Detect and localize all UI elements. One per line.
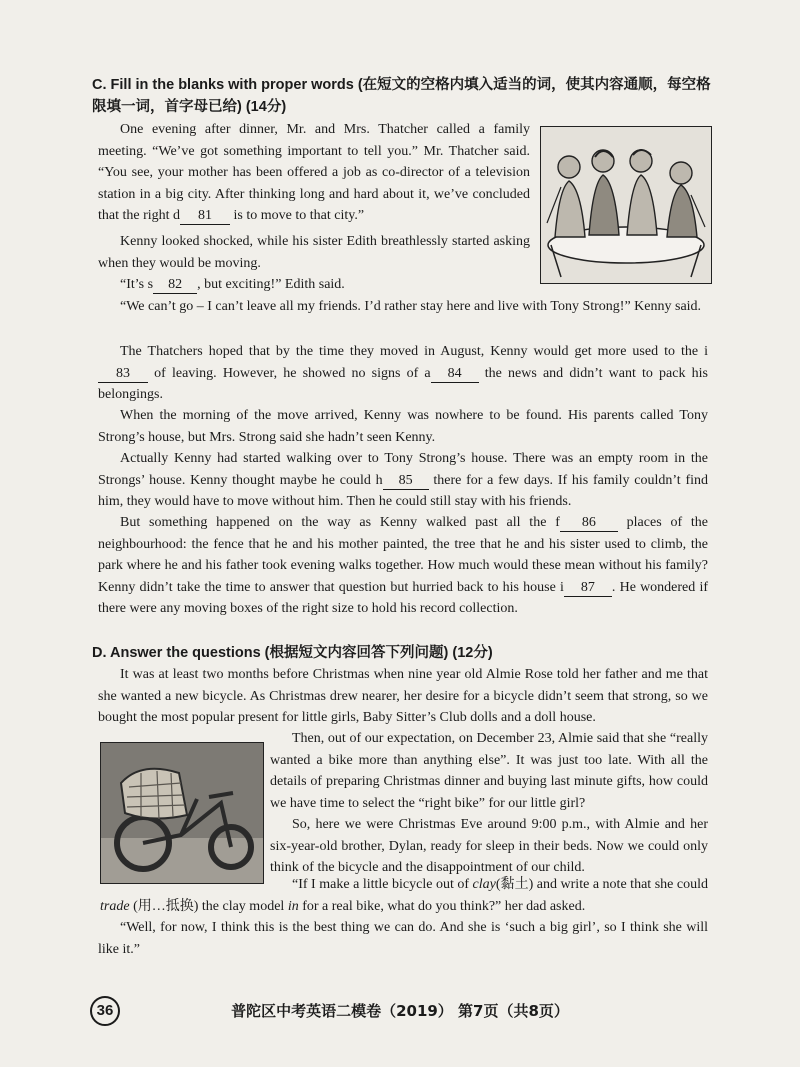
word-clay: clay	[472, 877, 496, 892]
passage-d-paragraph-2: Then, out of our expectation, on December 23, Almie said that she “really wanted a bike more than anything else”. It was just too late. With all the details of preparing Christmas dinner and buying last minute gifts, how could we have time to select the “right bike” for our little girl?	[270, 731, 708, 811]
family-meeting-illustration	[540, 126, 712, 284]
bicycle-drawing	[101, 743, 263, 883]
paragraph-text: But something happened on the way as Kenny walked past all the f	[120, 515, 560, 530]
blank-86[interactable]: 86	[560, 515, 618, 532]
passage-c-paragraph-4: “We can’t go – I can’t leave all my friends. I’d rather stay here and live with Tony Strong!” Kenny said.	[120, 299, 702, 314]
passage-d-paragraph-3: So, here we were Christmas Eve around 9:00 p.m., with Almie and her six-year-old brother, Dylan, ready for sleep in their beds. Now we could only think of the bicycle and the disappointment of our child.	[270, 817, 708, 875]
passage-c-paragraph-8	[98, 512, 708, 620]
paragraph-text: , but exciting!” Edith said.	[197, 277, 345, 292]
paragraph-text: “If I make a little bicycle out of	[292, 877, 473, 892]
paragraph-text: “It’s s	[120, 277, 154, 292]
paragraph-text: Actually Kenny had started walking over to Tony Strong’s house. There was an empty room in the Strongs’ house. Kenny thought maybe he could h	[98, 451, 708, 488]
blank-81[interactable]: 81	[180, 208, 230, 225]
word-trade: trade	[100, 898, 130, 914]
blank-85[interactable]: 85	[383, 473, 429, 490]
blank-83[interactable]: 83	[98, 366, 148, 383]
word-in: in	[287, 898, 299, 914]
paragraph-text: places of the neighbourhood: the fence that he and his mother painted, the tree that he and his sister used to climb, the park where he and his father took evening walks together. How much would these mean without his family? Kenny didn’t take the time to answer that question but hurried back to his house i	[98, 515, 708, 595]
passage-c-paragraph-7	[98, 448, 708, 513]
paragraph-text: . He wondered if there were any moving boxes of the right size to hold his record collection.	[98, 579, 708, 616]
section-d-title: D. Answer the questions (根据短文内容回答下列问题) (12分)	[92, 645, 493, 661]
passage-c-paragraph-5	[98, 341, 708, 406]
paragraph-text: there for a few days. If his family couldn’t find him, they would have to move without him. Then he could still stay with his friends.	[98, 472, 709, 509]
paragraph-text: of leaving. However, he showed no signs of a	[148, 365, 431, 381]
paragraph-text: One evening after dinner, Mr. and Mrs. Thatcher called a family meeting. “We’ve got something important to tell you.” Mr. Thatcher said. “You see, your mother has been offered a job as co-director of a television station in a big city. After thinking long and hard about it, we’ve concluded that the right d	[98, 122, 530, 223]
section-c-title: C. Fill in the blanks with proper words (在短文的空格内填入适当的词，使其内容通顺，每空格限填一词，首字母已给) (14分)	[92, 77, 711, 115]
clay-bicycle-photo	[100, 742, 264, 884]
family-drawing	[541, 127, 711, 283]
passage-c-paragraph-3	[98, 274, 708, 296]
passage-c-paragraph-2: Kenny looked shocked, while his sister Edith breathlessly started asking when they would be moving.	[98, 234, 530, 271]
paragraph-text: (用…抵换) the clay model	[129, 898, 288, 914]
passage-d-paragraph-1: It was at least two months before Christmas when nine year old Almie Rose told her father and me that she wanted a new bicycle. As Christmas drew nearer, her desire for a bicycle didn’t seem that strong, so we bought the most popular present for little girls, Baby Sitter’s Club dolls and a doll house.	[98, 667, 708, 725]
paragraph-text: for a real bike, what do you think?” her dad asked.	[298, 898, 586, 914]
blank-87[interactable]: 87	[564, 580, 612, 597]
paragraph-text: is to move to that city.”	[230, 208, 365, 223]
page-number-circle: 36	[90, 996, 120, 1026]
blank-82[interactable]: 82	[153, 277, 197, 294]
page-footer: 普陀区中考英语二模卷（2019） 第7页（共8页）	[231, 1002, 569, 1020]
paragraph-text: (黏土) and write a note that she could	[495, 877, 708, 892]
passage-c-paragraph-6: When the morning of the move arrived, Kenny was nowhere to be found. His parents called Tony Strong’s house, but Mrs. Strong said she hadn’t seen Kenny.	[98, 408, 708, 445]
paragraph-text: The Thatchers hoped that by the time they moved in August, Kenny would get more used to the i	[120, 344, 708, 359]
blank-84[interactable]: 84	[431, 366, 479, 383]
passage-d-paragraph-5: “Well, for now, I think this is the best thing we can do. And she is ‘such a big girl’, so I think she will like it.”	[98, 920, 708, 957]
paragraph-text: the news and didn’t want to pack his belongings.	[98, 365, 708, 402]
passage-c-paragraph-1	[98, 119, 530, 227]
passage-d-paragraph-4	[100, 874, 708, 917]
